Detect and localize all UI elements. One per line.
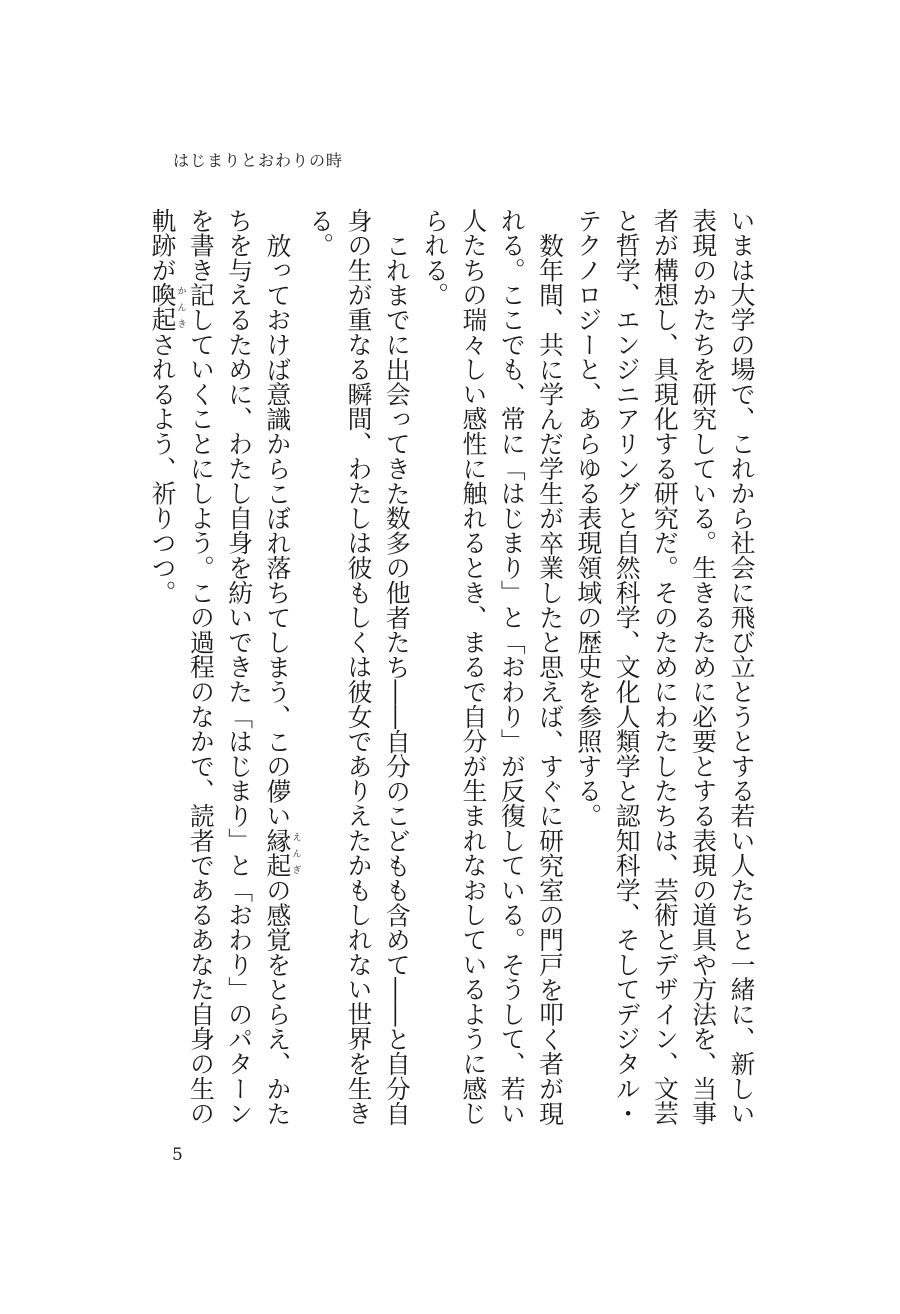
ruby-kanki: 喚起かんき [148, 282, 186, 333]
paragraph-4-text-middle: の感覚をとらえ、かたちを与えるために、わたし自身を紡いできた「はじまり」と「おわり」のパターンを書き記していくことにしよう。この過程のなかで、読者であるあなた自身の生の軌跡が [148, 208, 292, 1126]
paragraph-4 [143, 208, 301, 1133]
paragraph-2: 数年間、共に学んだ学生が卒業したと思えば、すぐに研究室の門戸を叩く者が現れる。ここでも、常に「はじまり」と「おわり」が反復している。そうして、若い人たちの瑞々しい感性に触れるとき、まるで自分が生まれなおしているように感じられる。 [420, 208, 565, 1126]
page-number: 5 [172, 1145, 183, 1165]
paragraph-1: いまは大学の場で、これから社会に飛び立とうとする若い人たちと一緒に、新しい表現のかたちを研究している。生きるために必要とする表現の道具や方法を、当事者が構想し、具現化する研究だ。そのためにわたしたちは、芸術とデザイン、文芸と哲学、エンジニアリングと自然科学、文化人類学と認知科学、そしてデジタル・テクノロジーと、あらゆる表現領域の歴史を参照する。 [573, 208, 756, 1126]
body-text [143, 208, 760, 1133]
paragraph-4-text-before: 放っておけば意識からこぼれ落ちてしまう、この儚い [262, 232, 292, 828]
running-head: はじまりとおわりの時 [173, 151, 344, 170]
paragraph-3: これまでに出会ってきた数多の他者たち――自分のこどもも含めて――と自分自身の生が重なる瞬間、わたしは彼もしくは彼女でありえたかもしれない世界を生きる。 [305, 208, 412, 1126]
ruby-engi: 縁起えんぎ [262, 828, 301, 878]
paragraph-4-text-after: されるよう、祈りつつ。 [148, 332, 178, 605]
